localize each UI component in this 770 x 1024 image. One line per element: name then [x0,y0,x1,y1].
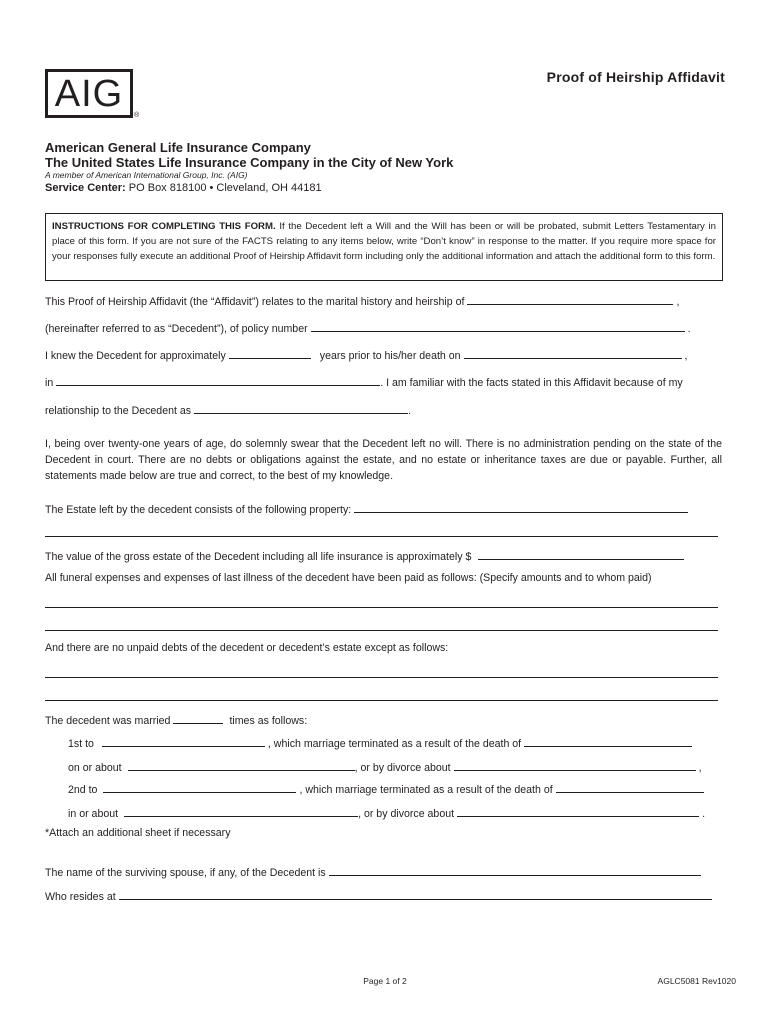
label-terminated-death: , which marriage terminated as a result of the death of [267,738,522,750]
document-title: Proof of Heirship Affidavit [546,69,725,85]
company-name-1: American General Life Insurance Company [45,140,311,155]
label-surviving-spouse: The name of the surviving spouse, if any, of the Decedent is [45,867,326,879]
label-times: times as follows: [229,715,308,727]
label-on-or-about: on or about [68,762,122,774]
surviving-spouse-field[interactable] [329,864,701,876]
label-terminated-death-2: , which marriage terminated as a result of the death of [299,784,553,796]
label-in-or-about: in or about [68,808,119,820]
funeral-expenses-field-2[interactable] [45,630,718,631]
oath-paragraph: I, being over twenty-one years of age, do solemnly swear that the Decedent left no will. There is no administration pending on the state of the Decedent in court. There are no debts or obligations against the estate, and no estate or inheritance taxes are due or payable. Further, all statements made below are true and correct, to the best of my knowledge. [45,438,722,482]
label-divorce-about-2: , or by divorce about [358,808,455,820]
line-death-place [45,374,683,389]
punct: , [676,296,680,308]
first-divorce-date-field[interactable] [454,759,696,771]
gross-estate-field[interactable] [478,548,684,560]
decedent-name-field[interactable] [467,293,673,305]
service-center-label: Service Center: [45,182,126,194]
label-gross-estate: The value of the gross estate of the Decedent including all life insurance is approximately $ [45,551,472,563]
service-center-address: PO Box 818100 • Cleveland, OH 44181 [128,182,322,194]
policy-number-field[interactable] [311,320,685,332]
resides-at-field[interactable] [119,888,712,900]
instructions-heading: INSTRUCTIONS FOR COMPLETING THIS FORM. [52,221,276,232]
punct: , [684,350,688,362]
first-spouse-field[interactable] [102,735,265,747]
second-spouse-field[interactable] [103,781,296,793]
death-date-field[interactable] [464,347,682,359]
line-resides-at [45,888,715,903]
label-relationship: relationship to the Decedent as [45,405,192,417]
line-surviving-spouse [45,864,704,879]
line-first-marriage [68,735,695,750]
label-first-to: 1st to [68,738,94,750]
line-second-marriage-dates [68,805,705,820]
line-gross-estate [45,548,687,563]
line-first-marriage-dates [68,759,702,774]
punct: . [702,808,706,820]
death-place-field[interactable] [56,374,380,386]
label-familiar: . I am familiar with the facts stated in this Affidavit because of my [380,377,683,389]
times-married-field[interactable] [173,712,223,724]
service-center [45,182,322,194]
label-married: The decedent was married [45,715,171,727]
label-heirship-of: This Proof of Heirship Affidavit (the “Affidavit”) relates to the marital history and heirship of [45,296,465,308]
member-note: A member of American International Group, Inc. (AIG) [45,170,248,180]
punct: . [687,323,691,335]
label-resides-at: Who resides at [45,891,116,903]
estate-property-field-2[interactable] [45,536,718,537]
logo-text: AIG [54,72,124,115]
line-married-times [45,712,307,727]
second-death-of-field[interactable] [556,781,704,793]
funeral-expenses-field-1[interactable] [45,607,718,608]
page-number: Page 1 of 2 [363,976,407,986]
line-knew-decedent [45,347,687,362]
label-divorce-about: , or by divorce about [354,762,451,774]
line-second-marriage [68,781,707,796]
first-death-date-field[interactable] [128,759,355,771]
line-relationship [45,402,411,417]
line-policy-number [45,320,691,335]
label-in: in [45,377,54,389]
punct: . [408,405,412,417]
label-death-on: years prior to his/her death on [319,350,461,362]
form-code: AGLC5081 Rev1020 [657,976,736,986]
relationship-field[interactable] [194,402,408,414]
label-knew-decedent: I knew the Decedent for approximately [45,350,226,362]
logo-registered-mark: ® [134,112,140,119]
label-second-to: 2nd to [68,784,98,796]
second-death-date-field[interactable] [124,805,358,817]
company-name-2: The United States Life Insurance Company in the City of New York [45,155,454,170]
unpaid-debts-field-2[interactable] [45,700,718,701]
unpaid-debts-field-1[interactable] [45,677,718,678]
second-divorce-date-field[interactable] [457,805,699,817]
instructions-body: If the Decedent left a Will and the Will has been or will be probated, submit Letters Testamentary in place of this form. If you are not sure of the FACTS relating to any items below, write “Don’t know” in response to the matter. If you require more space for your responses fully execute an additional Proof of Heirship Affidavit form including only the additional information and attach the additional form to this form. [52,221,716,262]
line-estate-property [45,501,691,516]
years-known-field[interactable] [229,347,311,359]
first-death-of-field[interactable] [524,735,692,747]
label-policy-number: (hereinafter referred to as “Decedent”), of policy number [45,323,308,335]
line-unpaid-debts: And there are no unpaid debts of the decedent or decedent’s estate except as follows: [45,642,449,654]
line-heirship-of [45,293,679,308]
instructions-box [45,213,723,281]
aig-logo [45,69,133,118]
estate-property-field[interactable] [354,501,688,513]
label-estate-property: The Estate left by the decedent consists of the following property: [45,504,352,516]
attach-note: *Attach an additional sheet if necessary [45,827,231,839]
line-funeral-expenses: All funeral expenses and expenses of last illness of the decedent have been paid as follows: (Specify amounts and to whom paid) [45,572,652,584]
punct: , [698,762,702,774]
